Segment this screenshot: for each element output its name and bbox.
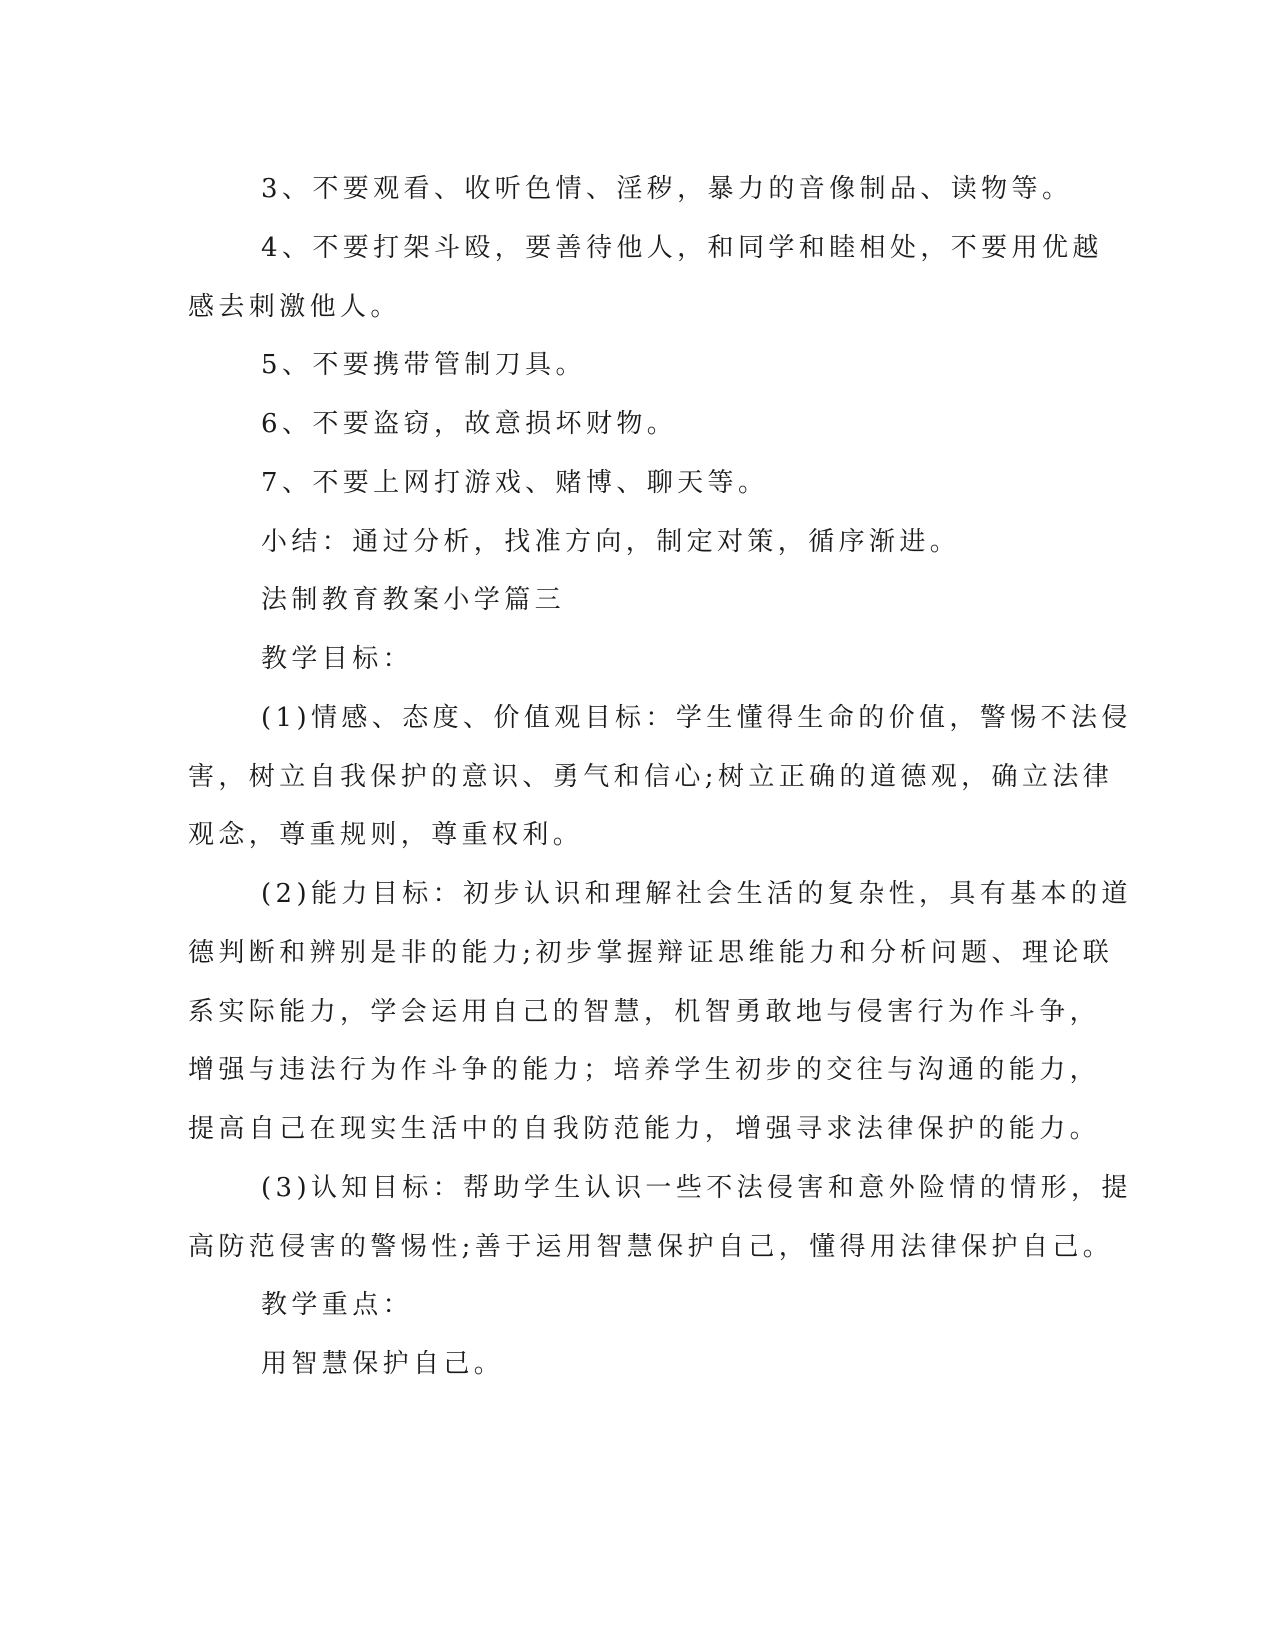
rule-3-line: 3、不要观看、收听色情、淫秽，暴力的音像制品、读物等。 — [261, 174, 1073, 204]
goal-3-line-1: (3)认知目标：帮助学生认识一些不法侵害和意外险情的情形，提 — [261, 1173, 1132, 1203]
summary-line: 小结：通过分析，找准方向，制定对策，循序渐进。 — [261, 527, 961, 557]
rule-4-line-1: 4、不要打架斗殴，要善待他人，和同学和睦相处，不要用优越 — [261, 233, 1103, 263]
rule-4-line-2: 感去刺激他人。 — [188, 292, 401, 322]
rule-5-line: 5、不要携带管制刀具。 — [261, 350, 586, 380]
key-points-heading: 教学重点： — [261, 1290, 414, 1320]
rule-7-line: 7、不要上网打游戏、赌博、聊天等。 — [261, 468, 769, 498]
section-title: 法制教育教案小学篇三 — [261, 585, 566, 615]
goal-2-line-4: 增强与违法行为作斗争的能力；培养学生初步的交往与沟通的能力， — [188, 1055, 1101, 1085]
goal-1-line-2: 害，树立自我保护的意识、勇气和信心;树立正确的道德观，确立法律 — [188, 762, 1114, 792]
key-point-line: 用智慧保护自己。 — [261, 1349, 505, 1379]
goal-1-line-3: 观念，尊重规则，尊重权利。 — [188, 820, 584, 850]
teaching-goals-heading: 教学目标： — [261, 644, 414, 674]
goal-2-line-1: (2)能力目标：初步认识和理解社会生活的复杂性，具有基本的道 — [261, 879, 1132, 909]
goal-1-line-1: (1)情感、态度、价值观目标：学生懂得生命的价值，警惕不法侵 — [261, 703, 1132, 733]
goal-3-line-2: 高防范侵害的警惕性;善于运用智慧保护自己，懂得用法律保护自己。 — [188, 1232, 1114, 1262]
goal-2-line-5: 提高自己在现实生活中的自我防范能力，增强寻求法律保护的能力。 — [188, 1114, 1101, 1144]
rule-6-line: 6、不要盗窃，故意损坏财物。 — [261, 409, 678, 439]
goal-2-line-2: 德判断和辨别是非的能力;初步掌握辩证思维能力和分析问题、理论联 — [188, 938, 1114, 968]
goal-2-line-3: 系实际能力，学会运用自己的智慧，机智勇敢地与侵害行为作斗争， — [188, 997, 1101, 1027]
